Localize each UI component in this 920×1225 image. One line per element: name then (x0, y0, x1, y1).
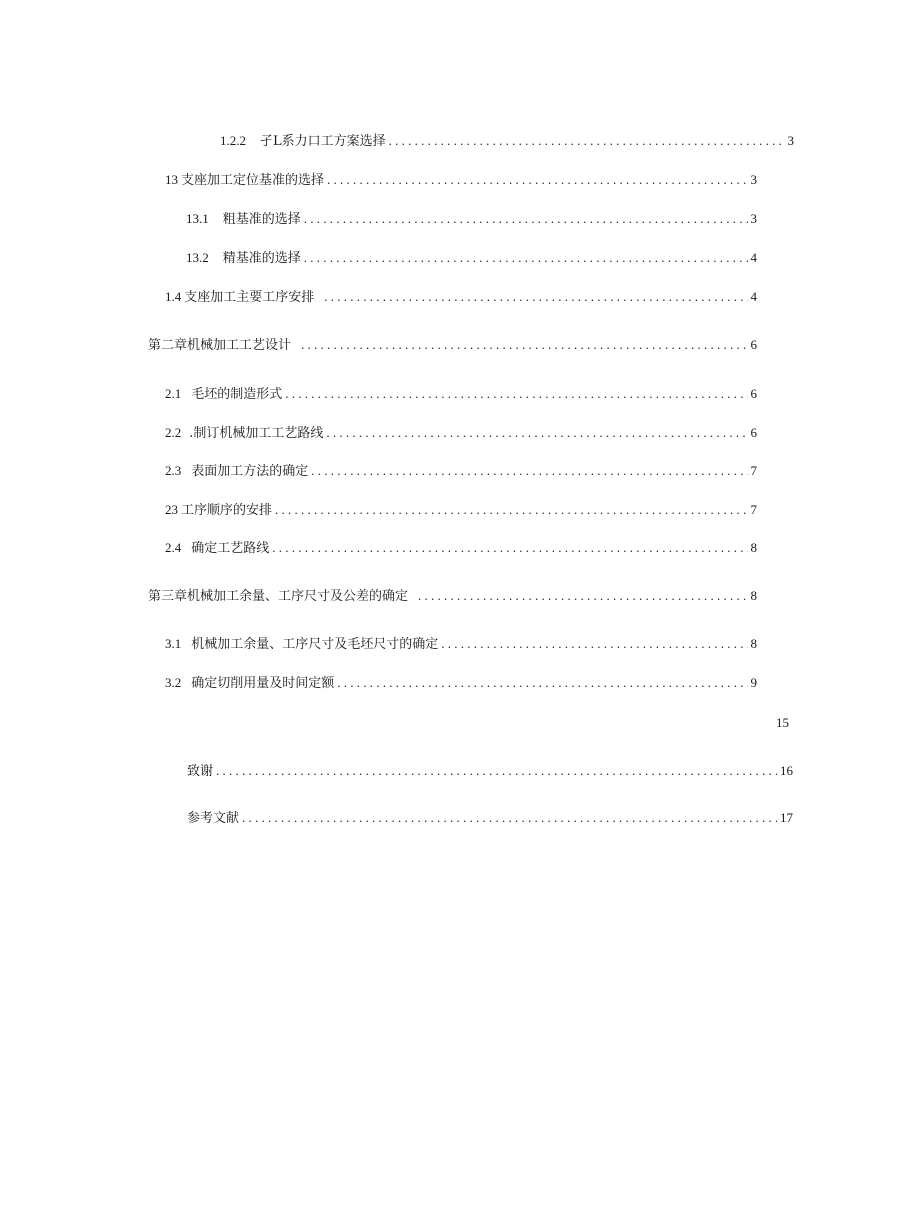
toc-entry-title: 孑L系力口工方案选择 (260, 134, 386, 149)
toc-entry-3-1[interactable] (165, 635, 757, 654)
toc-chapter-title: 第二章机械加工工艺设计 (148, 338, 292, 353)
toc-entry-number: 13 (165, 172, 178, 187)
toc-dot-leader (327, 171, 747, 189)
toc-entry-title: 精基准的选择 (222, 251, 301, 266)
toc-entry-2-2[interactable] (165, 424, 757, 443)
toc-entry-page: 8 (750, 636, 757, 651)
toc-entry-page: 8 (750, 588, 757, 603)
toc-entry-page: 3 (787, 133, 794, 148)
toc-entry-page: 4 (750, 250, 757, 265)
toc-entry-1-2-2[interactable] (220, 132, 794, 151)
toc-dot-leader (441, 635, 747, 653)
toc-entry-acknowledgements[interactable] (187, 762, 793, 781)
toc-entry-title: 工序顺序的安排 (181, 503, 273, 518)
toc-entry-3-2[interactable] (165, 674, 757, 693)
toc-dot-leader (326, 424, 747, 442)
toc-dot-leader (272, 539, 747, 557)
toc-dot-leader (337, 674, 747, 692)
toc-entry-2-4[interactable] (165, 539, 757, 558)
toc-entry-number: 13.1 (186, 211, 209, 226)
toc-entry-page: 7 (750, 502, 757, 517)
toc-dot-leader (389, 132, 785, 150)
toc-dot-leader (275, 501, 747, 519)
toc-entry-1-3[interactable] (165, 171, 757, 190)
toc-entry-title: .制订机械加工工艺路线 (189, 426, 324, 441)
toc-entry-page: 17 (780, 810, 793, 825)
toc-orphan-page-number: 15 (776, 715, 789, 730)
toc-dot-leader (304, 249, 748, 267)
toc-dot-leader (285, 385, 747, 403)
toc-entry-number: 2.4 (165, 540, 182, 555)
toc-dot-leader (216, 762, 777, 780)
toc-entry-number: 23 (165, 502, 178, 517)
toc-entry-page: 6 (750, 337, 757, 352)
toc-entry-1-3-2[interactable] (186, 249, 757, 268)
toc-entry-title: 确定切削用量及时间定额 (191, 676, 335, 691)
toc-dot-leader (242, 809, 777, 827)
toc-entry-title: 支座加工定位基准的选择 (181, 173, 325, 188)
toc-entry-number: 3.2 (165, 675, 182, 690)
toc-entry-title: 粗基准的选择 (222, 212, 301, 227)
toc-entry-title: 机械加工余量、工序尺寸及毛坯尺寸的确定 (191, 637, 439, 652)
toc-entry-title: 支座加工主要工序安排 (184, 290, 315, 305)
toc-entry-title: 表面加工方法的确定 (191, 464, 309, 479)
toc-entry-number: 13.2 (186, 250, 209, 265)
toc-entry-page: 7 (750, 463, 757, 478)
toc-entry-title: 毛坯的制造形式 (191, 387, 283, 402)
toc-entry-1-3-1[interactable] (186, 210, 757, 229)
toc-entry-references[interactable] (187, 809, 793, 828)
toc-entry-number: 2.3 (165, 463, 182, 478)
toc-dot-leader (324, 288, 747, 306)
toc-entry-2-1[interactable] (165, 385, 757, 404)
toc-entry-1-4[interactable] (165, 288, 757, 307)
toc-dot-leader (304, 210, 748, 228)
toc-entry-number: 1.4 (165, 289, 182, 304)
toc-dot-leader (418, 587, 747, 605)
toc-entry-page: 8 (750, 540, 757, 555)
toc-entry-page: 6 (750, 425, 757, 440)
toc-entry-page: 3 (750, 211, 757, 226)
toc-chapter-3[interactable] (148, 587, 757, 606)
toc-entry-page: 16 (780, 763, 793, 778)
toc-entry-number: 2.1 (165, 386, 182, 401)
toc-chapter-title: 第三章机械加工余量、工序尺寸及公差的确定 (148, 589, 409, 604)
toc-dot-leader (301, 336, 747, 354)
toc-dot-leader (311, 462, 747, 480)
toc-entry-number: 3.1 (165, 636, 182, 651)
toc-entry-page: 6 (750, 386, 757, 401)
toc-entry-title: 确定工艺路线 (191, 541, 270, 556)
toc-chapter-2[interactable] (148, 336, 757, 355)
toc-entry-page: 4 (750, 289, 757, 304)
toc-entry-number: 2.2 (165, 425, 182, 440)
toc-entry-2-3-order[interactable] (165, 501, 757, 520)
toc-entry-title: 致谢 (187, 764, 214, 779)
toc-entry-number: 1.2.2 (220, 133, 246, 148)
toc-entry-title: 参考文献 (187, 811, 240, 826)
toc-entry-page: 9 (750, 675, 757, 690)
toc-entry-2-3[interactable] (165, 462, 757, 481)
toc-entry-page: 3 (750, 172, 757, 187)
